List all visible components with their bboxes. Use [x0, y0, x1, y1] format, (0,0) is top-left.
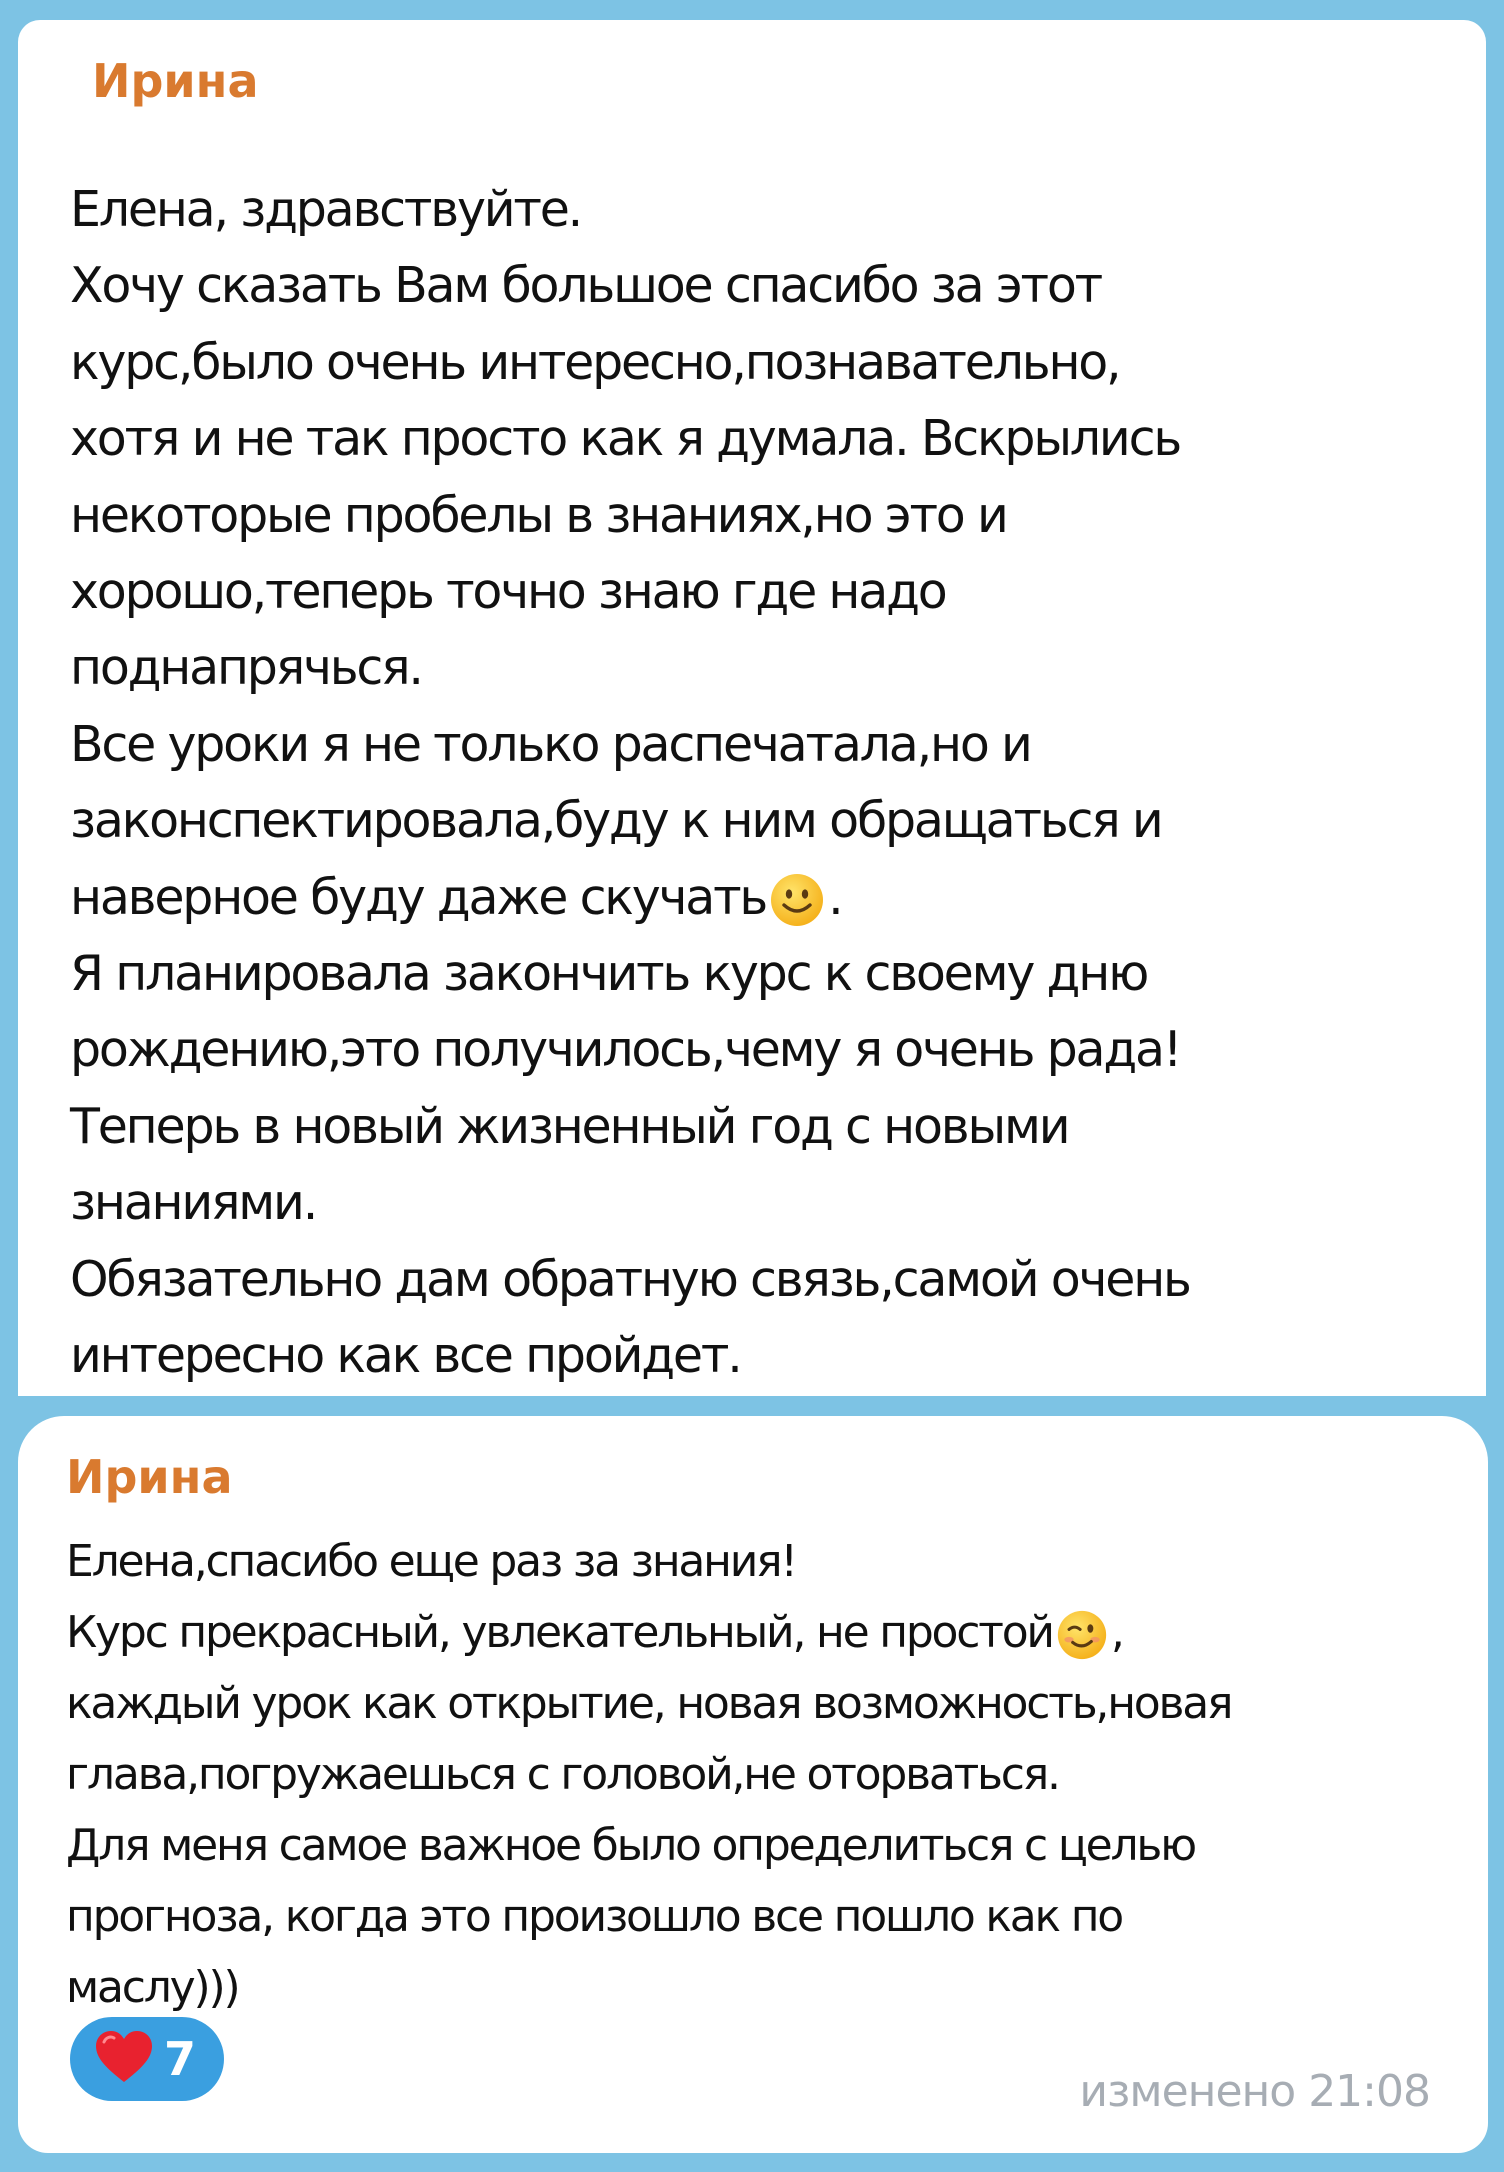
message-line: каждый урок как открытие, новая возможность,новая: [66, 1678, 1232, 1729]
red-heart-icon: [94, 2030, 154, 2088]
message-line: [70, 860, 1446, 936]
message-line: [66, 1597, 1448, 1668]
message-line: прогноза, когда это произошло все пошло как по: [66, 1891, 1122, 1942]
message-line: поднапрячься.: [70, 639, 422, 697]
message-line: Все уроки я не только распечатала,но и: [70, 715, 1031, 773]
message-edited-time: изменено 21:08: [1079, 2066, 1430, 2117]
message-line: Для меня самое важное было определиться с целью: [66, 1820, 1195, 1871]
winking-face-icon: [1056, 1609, 1108, 1661]
message-line: интересно как все пройдет.: [70, 1327, 741, 1385]
message-line: глава,погружаешься с головой,не оторваться.: [66, 1749, 1059, 1800]
message-line: Хочу сказать Вам большое спасибо за этот: [70, 257, 1102, 315]
reaction-count: 7: [164, 2032, 197, 2086]
message-line-text: наверное буду даже скучать: [70, 868, 767, 926]
message-line: рождению,это получилось,чему я очень рада!: [70, 1021, 1181, 1079]
message-line: Елена, здравствуйте.: [70, 181, 582, 238]
message-line-text: Курс прекрасный, увлекательный, не простой: [66, 1607, 1053, 1658]
message-bubble[interactable]: [18, 20, 1486, 1396]
sender-name[interactable]: Ирина: [66, 1450, 233, 1504]
message-line: курс,было очень интересно,познавательно,: [70, 333, 1120, 391]
message-line-punctuation: ,: [1110, 1607, 1123, 1658]
message-line: маслу))): [66, 1962, 239, 2013]
message-line: некоторые пробелы в знаниях,но это и: [70, 486, 1007, 544]
message-line: Елена,спасибо еще раз за знания!: [66, 1536, 796, 1587]
message-bubble[interactable]: [18, 1416, 1488, 2153]
message-line: знаниями.: [70, 1174, 317, 1232]
message-line: Я планировала закончить курс к своему дню: [70, 945, 1148, 1003]
slightly-smiling-face-icon: [769, 872, 825, 928]
message-line: хорошо,теперь точно знаю где надо: [70, 563, 946, 621]
message-line: Теперь в новый жизненный год с новыми: [70, 1097, 1069, 1155]
message-line: законспектировала,буду к ним обращаться и: [70, 792, 1162, 850]
message-line-punctuation: .: [828, 868, 842, 926]
sender-name[interactable]: Ирина: [92, 54, 259, 108]
message-line: Обязательно дам обратную связь,самой очень: [70, 1250, 1190, 1308]
message-line: хотя и не так просто как я думала. Вскрылись: [70, 410, 1180, 468]
reaction-button[interactable]: [70, 2017, 224, 2101]
